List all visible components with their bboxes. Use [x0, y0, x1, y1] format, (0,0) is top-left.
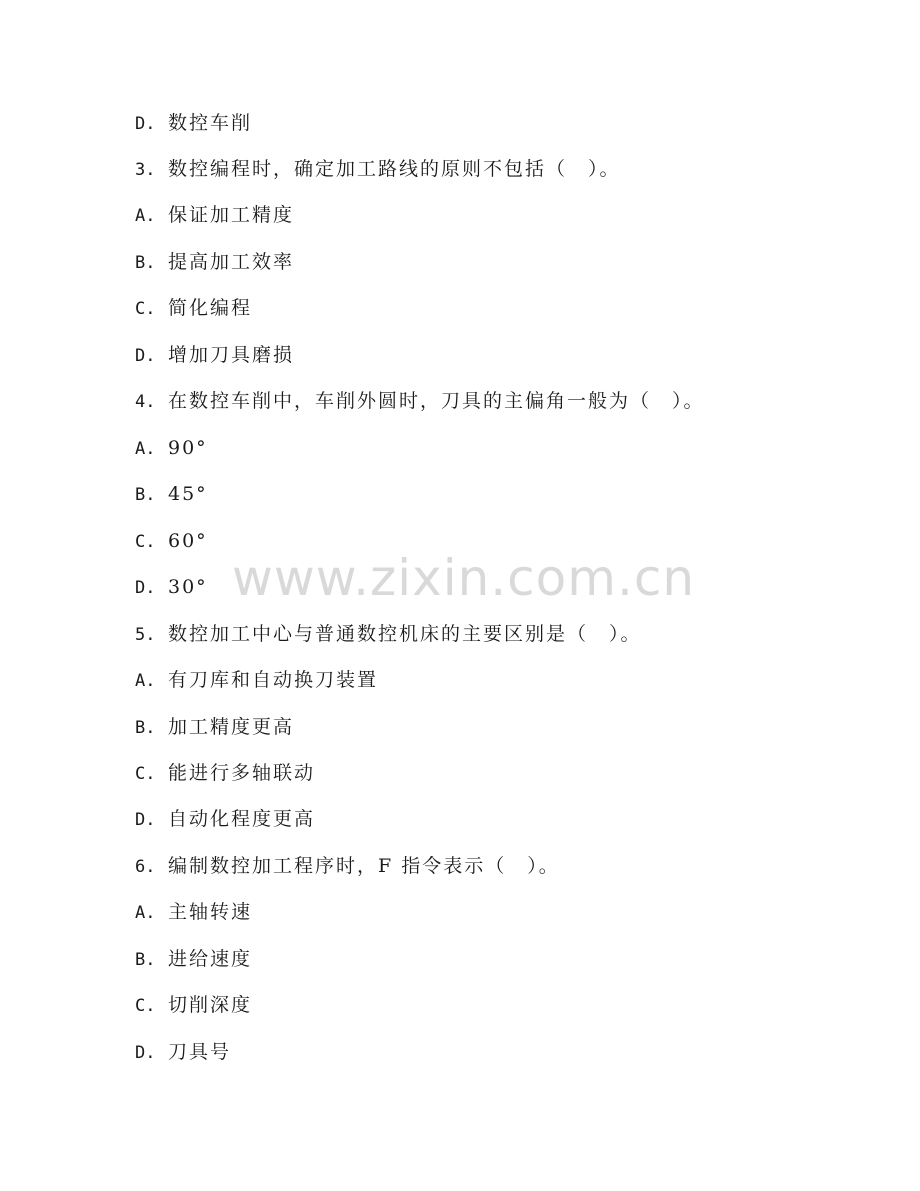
option-text: 自动化程度更高 — [168, 808, 316, 830]
option-label: A. — [135, 671, 156, 691]
option-text: 刀具号 — [168, 1041, 232, 1063]
option-label: D. — [135, 346, 156, 366]
option-label: C. — [135, 532, 156, 552]
option-text: 主轴转速 — [168, 901, 253, 923]
option-label: A. — [135, 206, 156, 226]
option-text: 增加刀具磨损 — [168, 344, 295, 366]
option-line — [135, 433, 208, 463]
option-line — [135, 1037, 231, 1067]
option-line — [135, 526, 208, 556]
option-label: C. — [135, 764, 156, 784]
option-text: 30° — [168, 576, 208, 598]
option-text: 数控车削 — [168, 112, 253, 134]
option-text: 有刀库和自动换刀装置 — [168, 669, 379, 691]
option-label: D. — [135, 1043, 156, 1063]
option-line — [135, 990, 252, 1020]
option-text: 能进行多轴联动 — [168, 762, 316, 784]
option-line — [135, 200, 294, 230]
option-line — [135, 944, 252, 974]
option-label: B. — [135, 485, 156, 505]
option-text: 保证加工精度 — [168, 204, 295, 226]
question-text: 在数控车削中，车削外圆时，刀具的主偏角一般为（ ）。 — [168, 390, 705, 412]
option-line — [135, 897, 252, 927]
option-label: B. — [135, 950, 156, 970]
option-text: 90° — [168, 437, 208, 459]
option-label: D. — [135, 114, 156, 134]
option-line — [135, 293, 252, 323]
option-label: A. — [135, 903, 156, 923]
option-label: C. — [135, 996, 156, 1016]
option-line — [135, 108, 252, 138]
option-line — [135, 804, 315, 834]
option-label: D. — [135, 810, 156, 830]
option-line — [135, 340, 294, 370]
question-text: 数控编程时，确定加工路线的原则不包括（ ）。 — [168, 158, 621, 180]
option-line — [135, 665, 378, 695]
question-text: 编制数控加工程序时，F 指令表示（ ）。 — [168, 855, 560, 877]
question-text: 数控加工中心与普通数控机床的主要区别是（ ）。 — [168, 623, 642, 645]
option-line — [135, 758, 315, 788]
option-label: C. — [135, 299, 156, 319]
question-line — [135, 619, 642, 649]
question-number: 6. — [135, 857, 156, 877]
question-line — [135, 851, 560, 881]
option-text: 切削深度 — [168, 994, 253, 1016]
option-label: D. — [135, 578, 156, 598]
option-text: 45° — [168, 483, 208, 505]
option-text: 简化编程 — [168, 297, 253, 319]
option-line — [135, 712, 294, 742]
option-text: 提高加工效率 — [168, 251, 295, 273]
question-number: 4. — [135, 392, 156, 412]
question-number: 5. — [135, 625, 156, 645]
question-line — [135, 154, 621, 184]
option-label: B. — [135, 718, 156, 738]
option-line — [135, 572, 208, 602]
option-text: 加工精度更高 — [168, 716, 295, 738]
question-number: 3. — [135, 160, 156, 180]
option-text: 60° — [168, 530, 208, 552]
option-line — [135, 247, 294, 277]
option-label: B. — [135, 253, 156, 273]
option-line — [135, 479, 208, 509]
option-text: 进给速度 — [168, 948, 253, 970]
option-label: A. — [135, 439, 156, 459]
watermark: www.zixin.com.cn — [232, 549, 696, 607]
question-line — [135, 386, 705, 416]
